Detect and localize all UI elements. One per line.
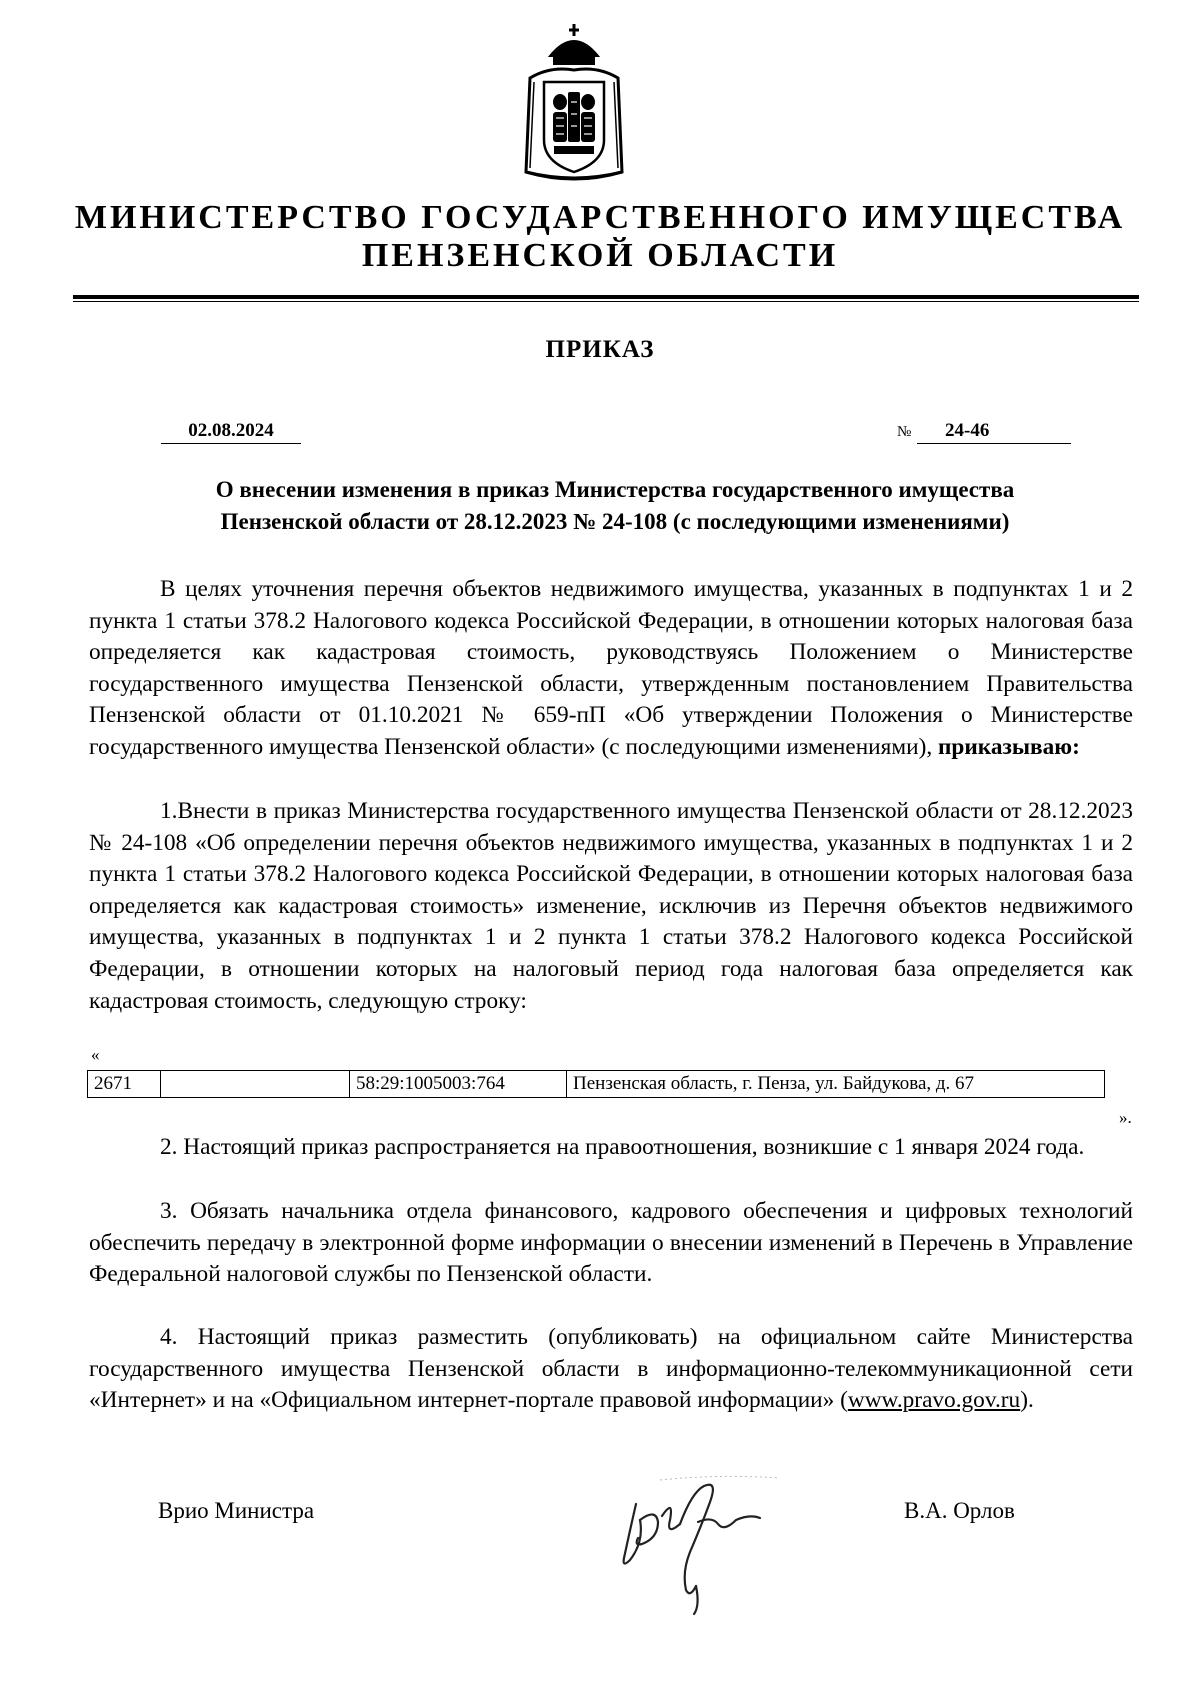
ministry-name-line-2: ПЕНЗЕНСКОЙ ОБЛАСТИ [361,237,839,274]
table-cell-empty [161,1071,350,1098]
quote-open: « [91,1045,100,1064]
coat-of-arms-icon [520,22,628,182]
paragraph-item-2: 2. Настоящий приказ распространяется на правоотношения, возникшие с 1 января 2024 года. [160,1134,1085,1160]
order-word: приказываю: [937,733,1080,760]
header-divider-thin [73,301,1139,302]
item-4-text: 4. Настоящий приказ разместить (опубликовать) на официальном сайте Министерства государственного имущества Пензенской области в информационно-телекоммуникационной сети «Интернет» и на «Официальном интернет-портале правовой информации» ( [89,1324,1133,1414]
document-date: 02.08.2024 [161,420,301,444]
table-cell-number: 2671 [88,1071,161,1098]
pravo-link[interactable]: www.pravo.gov.ru [847,1387,1021,1414]
item-4-end: ). [1020,1387,1034,1414]
subject-line-1: О внесении изменения в приказ Министерства государственного имущества [215,477,1015,502]
paragraph-item-3: 3. Обязать начальника отдела финансового, кадрового обеспечения и цифровых технологий обеспечить передачу в электронной форме информации о внесении изменений в Перечень в Управление Федеральной налоговой службы по Пензенской области. [89,1198,1133,1288]
table-row [88,1071,1105,1098]
signatory-name: В.А. Орлов [904,1498,1015,1523]
signature-icon [600,1420,800,1620]
table-cell-address: Пензенская область, г. Пенза, ул. Байдукова, д. 67 [567,1071,1105,1098]
document-subject [0,474,1200,538]
document-number: 24-46 [917,420,1071,444]
excluded-object-table [87,1070,1105,1098]
paragraph-item-1: 1.Внести в приказ Министерства государственного имущества Пензенской области от 28.12.2023 № 24-108 «Об определении перечня объектов недвижимого имущества, указанных в подпунктах 1 и 2 пункта 1 статьи 378.2 Налогового кодекса Российской Федерации, в отношении которых налоговая база определяется как кадастровая стоимость» изменение, исключив из Перечня объектов недвижимого имущества, указанных в подпунктах 1 и 2 пункта 1 статьи 378.2 Налогового кодекса Российской Федерации, в отношении которых на налоговый период года налоговая база определяется как кадастровая стоимость, следующую строку: [89,798,1133,1014]
document-type: ПРИКАЗ [545,336,655,363]
table-cell-cadastral-number: 58:29:1005003:764 [350,1071,567,1098]
header-divider [73,295,1139,299]
ministry-name-line-1: МИНИСТЕРСТВО ГОСУДАРСТВЕННОГО ИМУЩЕСТВА [74,199,1126,236]
paragraph-item-4 [89,1322,1133,1417]
subject-line-2: Пензенской области от 28.12.2023 № 24-108 (с последующими изменениями) [220,509,1010,534]
preamble-text: В целях уточнения перечня объектов недвижимого имущества, указанных в подпунктах 1 и 2 пункта 1 статьи 378.2 Налогового кодекса Российской Федерации, в отношении которых налоговая база определяется как кадастровая стоимость, руководствуясь Положением о Министерстве государственного имущества Пензенской области, утвержденным постановлением Правительства Пензенской области от 01.10.2021 № 659-пП «Об утверждении Положения о Министерстве государственного имущества Пензенской области» (с последующими изменениями), [89,576,1133,760]
signatory-position: Врио Министра [158,1498,315,1523]
paragraph-preamble [89,574,1133,764]
quote-close: ». [1119,1108,1132,1127]
number-sign: № [897,424,912,440]
